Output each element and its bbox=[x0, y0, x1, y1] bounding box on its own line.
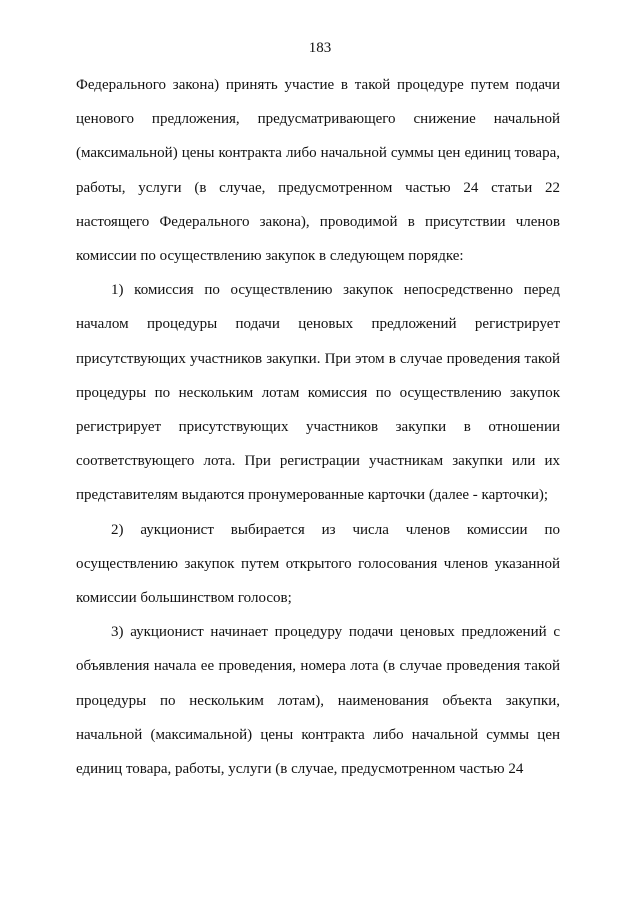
page-number: 183 bbox=[308, 40, 332, 56]
paragraph-item-2: 2) аукционист выбирается из числа членов комиссии по осуществлению закупок путем открытого голосования членов указанной комиссии большинством голосов; bbox=[76, 521, 560, 607]
paragraph-item-3: 3) аукционист начинает процедуру подачи ценовых предложений с объявления начала ее проведения, номера лота (в случае проведения такой процедуры по нескольким лотам), наименования объекта закупки, начальной (максимальной) цены контракта либо начальной суммы цен единиц товара, работы, услуги (в случае, предусмотренном частью 24 bbox=[76, 624, 560, 778]
paragraph-item-1: 1) комиссия по осуществлению закупок непосредственно перед началом процедуры подачи ценовых предложений регистрирует присутствующих участников закупки. При этом в случае проведения такой процедуры по нескольким лотам комиссия по осуществлению закупок регистрирует присутствующих участников закупки в отношении соответствующего лота. При регистрации участникам закупки или их представителям выдаются пронумерованные карточки (далее - карточки); bbox=[76, 282, 560, 504]
document-body bbox=[76, 68, 560, 786]
paragraph-intro: Федерального закона) принять участие в такой процедуре путем подачи ценового предложения, предусматривающего снижение начальной (максимальной) цены контракта либо начальной суммы цен единиц товара, работы, услуги (в случае, предусмотренном частью 24 статьи 22 настоящего Федерального закона), проводимой в присутствии членов комиссии по осуществлению закупок в следующем порядке: bbox=[76, 77, 560, 265]
